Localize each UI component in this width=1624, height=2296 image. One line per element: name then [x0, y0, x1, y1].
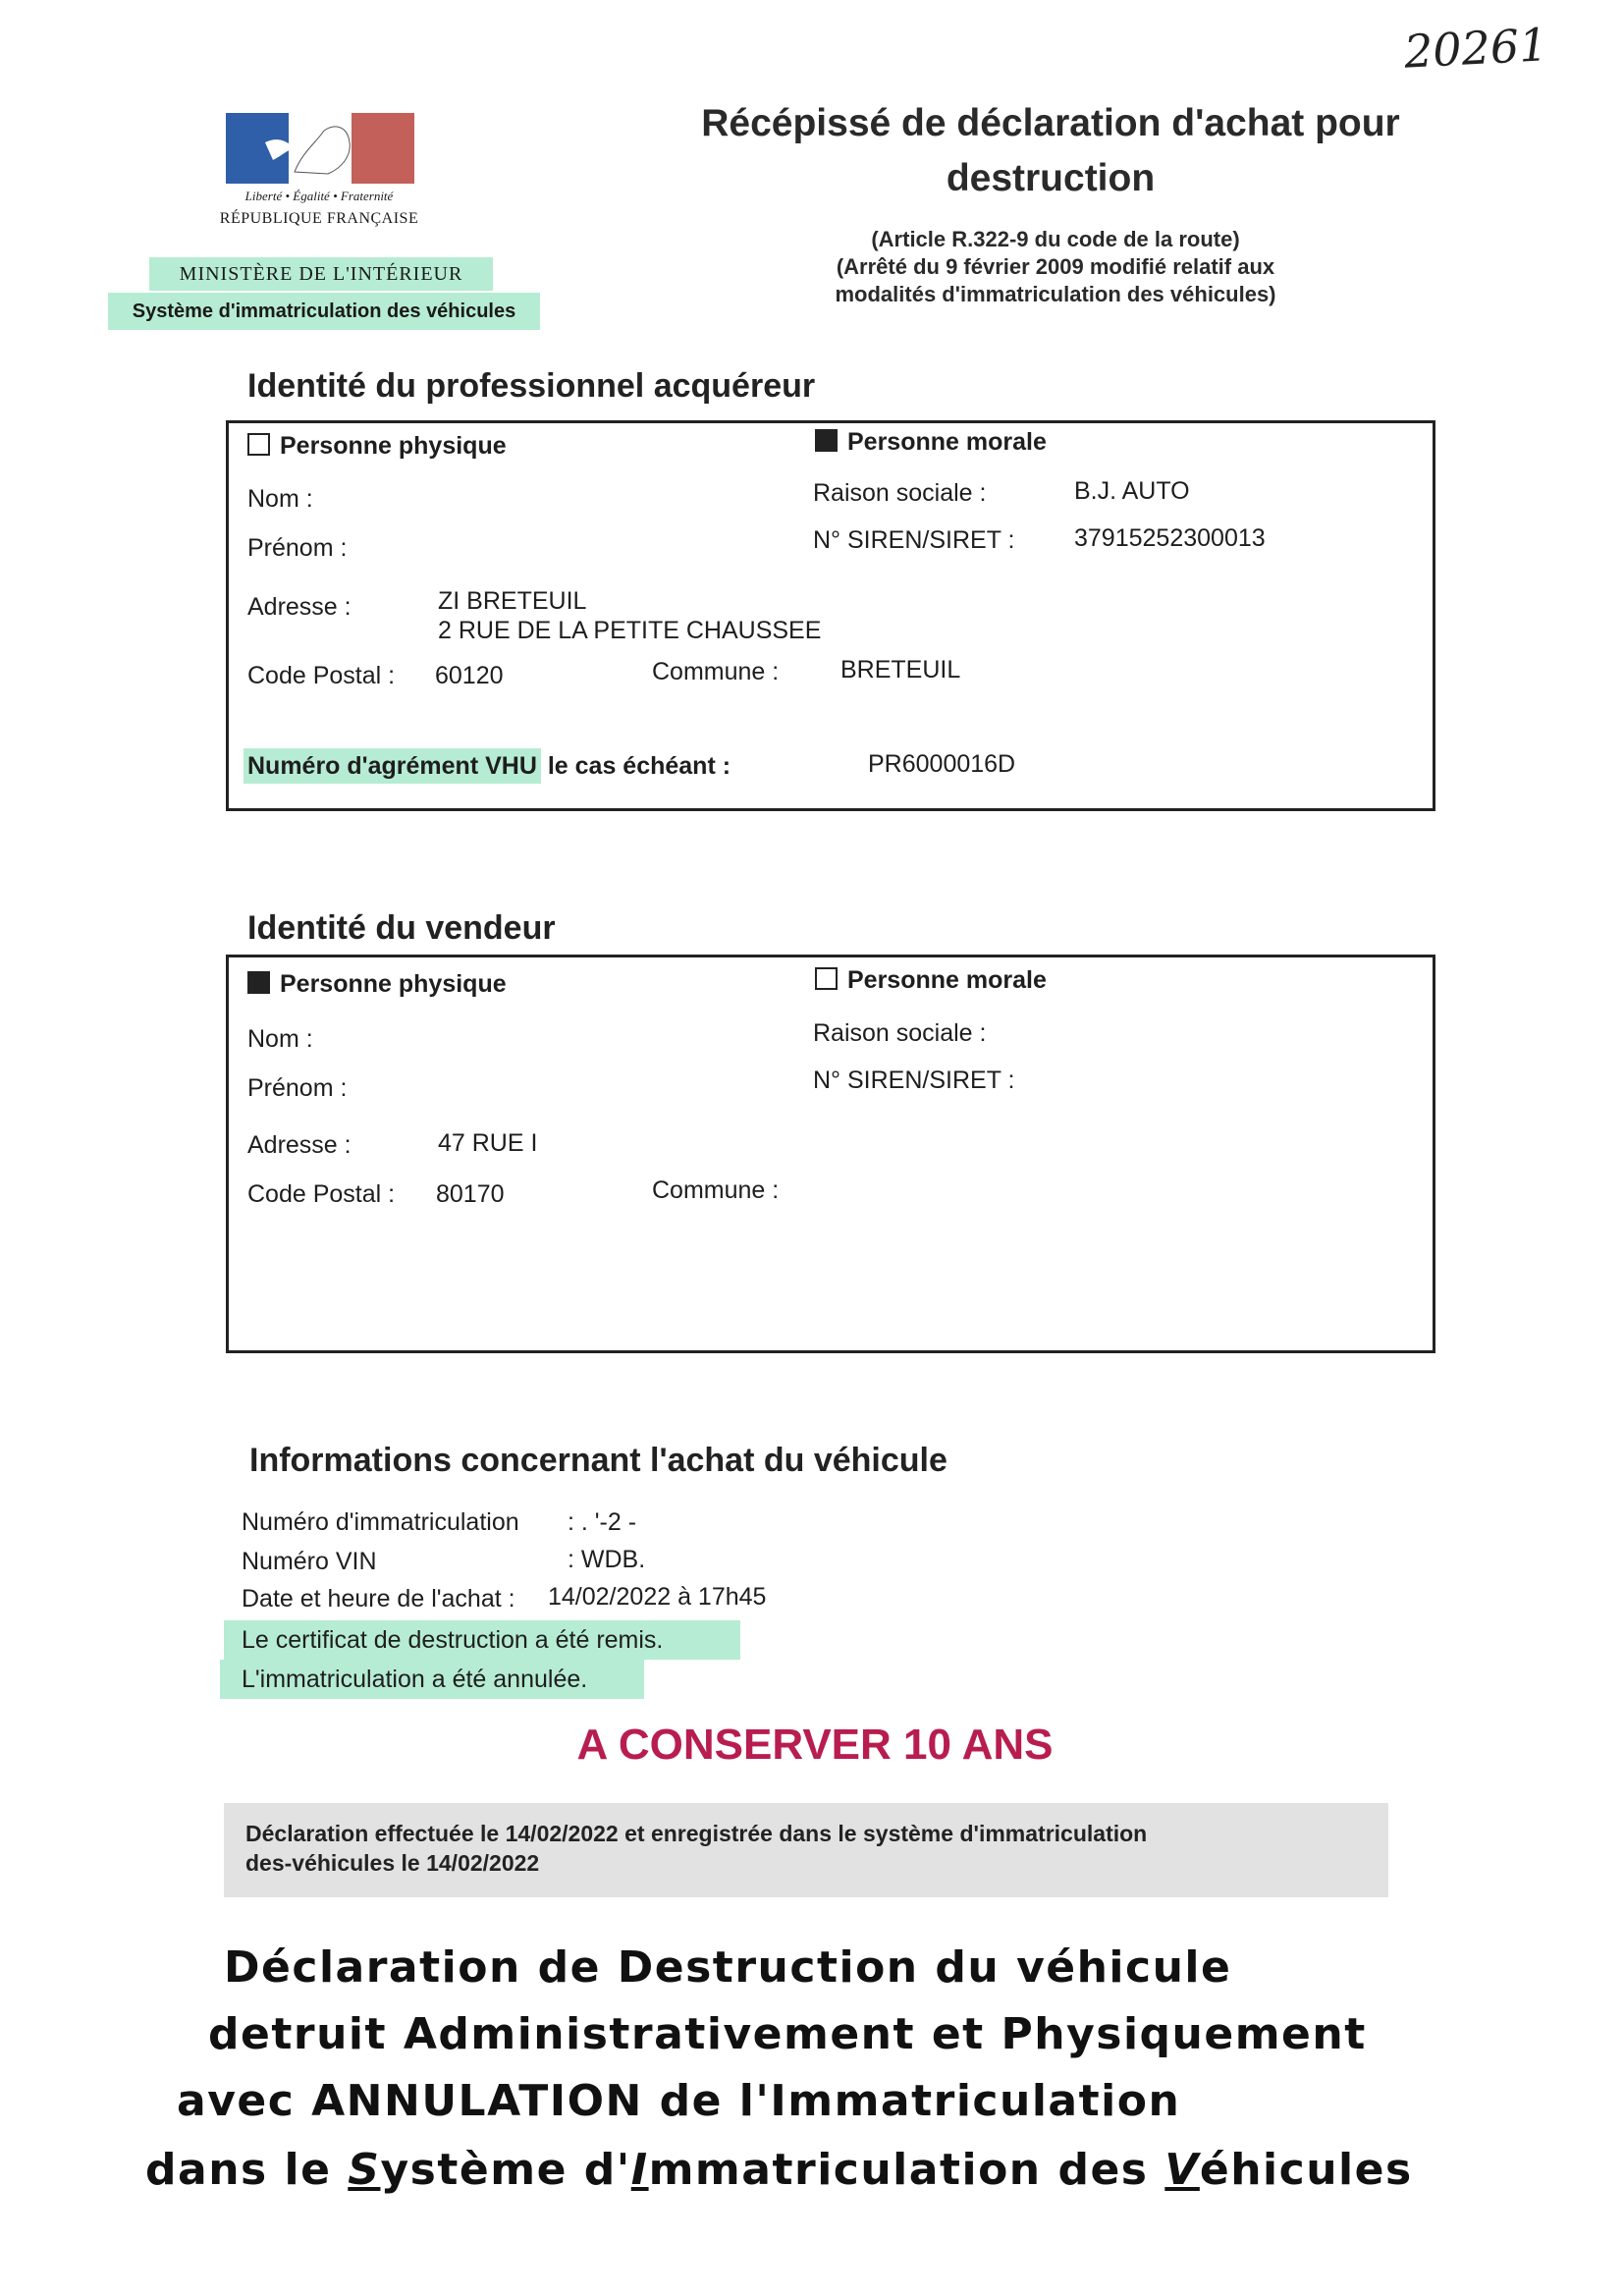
certificat-remis: Le certificat de destruction a été remis.: [224, 1620, 740, 1660]
acquereur-adresse-line-1: ZI BRETEUIL: [438, 587, 587, 615]
footer-line-1: Déclaration de Destruction du véhicule: [224, 1942, 1232, 1993]
acquereur-siren-value: 37915252300013: [1074, 524, 1266, 552]
vendeur-commune-label: Commune :: [652, 1176, 780, 1204]
acquereur-siren-label: N° SIREN/SIRET :: [813, 526, 1015, 554]
immat-label: Numéro d'immatriculation: [242, 1508, 519, 1536]
acquereur-prenom-label: Prénom :: [247, 534, 348, 562]
vhu-label-highlight: Numéro d'agrément VHU: [244, 748, 541, 784]
acquereur-cp-label: Code Postal :: [247, 662, 396, 689]
subtitle-line-1: (Article R.322-9 du code de la route): [871, 227, 1240, 251]
declaration-line-2: des-véhicules le 14/02/2022: [245, 1850, 540, 1876]
acquereur-commune-label: Commune :: [652, 658, 780, 685]
checkbox-unchecked-icon: [247, 433, 270, 456]
vendeur-personne-physique: [247, 970, 507, 999]
acquereur-vhu-label: [244, 752, 731, 781]
declaration-band-text: [245, 1819, 1384, 1878]
vendeur-nom-label: Nom :: [247, 1025, 313, 1053]
acquereur-personne-morale: [815, 428, 1047, 457]
document-subtitle: [746, 226, 1365, 308]
acquereur-personne-physique: [247, 432, 507, 461]
subtitle-line-3: modalités d'immatriculation des véhicules): [835, 282, 1276, 306]
vendeur-siren-label: N° SIREN/SIRET :: [813, 1066, 1015, 1094]
republique-francaise: RÉPUBLIQUE FRANÇAISE: [219, 210, 419, 227]
checkbox-checked-icon: [247, 971, 270, 994]
vendeur-adresse-label: Adresse :: [247, 1131, 352, 1159]
date-label: Date et heure de l'achat :: [242, 1585, 515, 1613]
footer-line-2: detruit Administrativement et Physiquement: [208, 2009, 1367, 2059]
vendeur-box: [226, 955, 1435, 1353]
systeme-immatriculation-label: Système d'immatriculation des véhicules: [108, 293, 540, 330]
acquereur-adresse-line-2: 2 RUE DE LA PETITE CHAUSSEE: [438, 617, 822, 644]
acquereur-physique-label: Personne physique: [280, 432, 507, 460]
document-title: [628, 96, 1473, 206]
footer-line-4-a: dans le: [145, 2145, 349, 2195]
acquereur-commune-value: BRETEUIL: [840, 656, 961, 683]
vendeur-adresse-value: 47 RUE I: [438, 1129, 538, 1157]
footer-letter-s: S: [348, 2145, 381, 2195]
republic-motto: Liberté • Égalité • Fraternité: [244, 189, 394, 203]
immatriculation-annulee: L'immatriculation a été annulée.: [220, 1660, 644, 1699]
vendeur-personne-morale: [815, 966, 1047, 995]
vin-label: Numéro VIN: [242, 1548, 377, 1575]
acquereur-section-title: Identité du professionnel acquéreur: [247, 367, 816, 405]
footer-letter-v: V: [1164, 2145, 1200, 2195]
acquereur-nom-label: Nom :: [247, 485, 313, 513]
footer-line-3: avec ANNULATION de l'Immatriculation: [177, 2076, 1181, 2126]
achat-section-title: Informations concernant l'achat du véhicule: [249, 1442, 947, 1479]
title-line-1: Récépissé de déclaration d'achat pour: [701, 102, 1400, 144]
acquereur-raison-label: Raison sociale :: [813, 479, 987, 507]
acquereur-adresse-label: Adresse :: [247, 593, 352, 621]
acquereur-cp-value: 60120: [435, 662, 504, 689]
vendeur-prenom-label: Prénom :: [247, 1074, 348, 1102]
date-value: 14/02/2022 à 17h45: [548, 1583, 767, 1611]
conserver-notice: A CONSERVER 10 ANS: [576, 1721, 1054, 1769]
footer-line-4-b: ystème d': [380, 2145, 631, 2195]
acquereur-raison-value: B.J. AUTO: [1074, 477, 1190, 505]
vendeur-morale-label: Personne morale: [847, 966, 1047, 994]
footer-letter-i: I: [630, 2145, 649, 2195]
acquereur-vhu-value: PR6000016D: [868, 750, 1016, 778]
vendeur-physique-label: Personne physique: [280, 970, 507, 998]
checkbox-checked-icon: [815, 429, 838, 452]
checkbox-unchecked-icon: [815, 967, 838, 990]
footer-line-4-c: mmatriculation des: [648, 2145, 1165, 2195]
vhu-label-rest: le cas échéant :: [540, 752, 731, 780]
title-line-2: destruction: [946, 157, 1156, 199]
footer-line-4: [145, 2145, 1413, 2195]
vin-value: : WDB.: [568, 1546, 646, 1573]
vendeur-cp-value: 80170: [436, 1180, 505, 1208]
vendeur-cp-label: Code Postal :: [247, 1180, 396, 1208]
marianne-logo: [226, 113, 414, 184]
vendeur-section-title: Identité du vendeur: [247, 909, 556, 947]
subtitle-line-2: (Arrêté du 9 février 2009 modifié relatif aux: [836, 254, 1275, 279]
handwritten-reference: 20261: [1402, 18, 1549, 79]
declaration-line-1: Déclaration effectuée le 14/02/2022 et enregistrée dans le système d'immatriculation: [245, 1821, 1148, 1846]
vendeur-raison-label: Raison sociale :: [813, 1019, 987, 1047]
ministere-label: MINISTÈRE DE L'INTÉRIEUR: [149, 257, 493, 291]
immat-value: : . '-2 -: [568, 1508, 637, 1536]
footer-line-4-d: éhicules: [1199, 2145, 1413, 2195]
acquereur-morale-label: Personne morale: [847, 428, 1047, 456]
